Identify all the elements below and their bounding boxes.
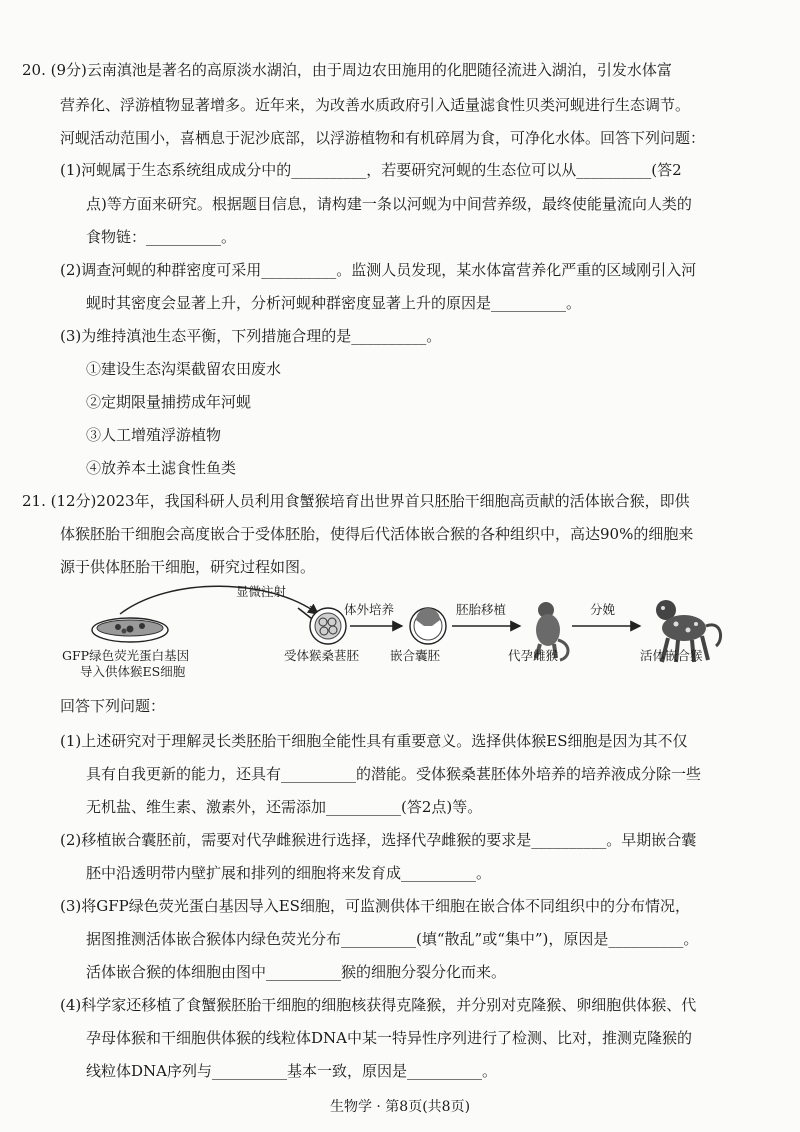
label-birth: 分娩 [590, 602, 616, 617]
q21-line-1: 21. (12分)2023年，我国科研人员利用食蟹猴培育出世界首只胚胎干细胞高贡献的活体嵌合猴，即供 [22, 492, 690, 510]
caption-blastocyst: 嵌合囊胚 [390, 648, 441, 663]
q20-line-9: (3)为维持滇池生态平衡，下列措施合理的是__________。 [60, 327, 442, 345]
q21-part4-line1: (4)科学家还移植了食蟹猴胚胎干细胞的细胞核获得克隆猴，并分别对克隆猴、卵细胞供体猴、代 [60, 996, 697, 1014]
caption-surrogate: 代孕雌猴 [508, 648, 559, 663]
caption-es-cells-line1: GFP绿色荧光蛋白基因 [62, 648, 190, 663]
q20-option-3: ③人工增殖浮游植物 [86, 426, 222, 444]
q21-line-2: 体猴胚胎干细胞会高度嵌合于受体胚胎，使得后代活体嵌合猴的各种组织中，高达90%的细胞来 [60, 525, 694, 543]
morula-icon [310, 608, 346, 644]
blastocyst-icon [410, 608, 446, 644]
caption-chimera: 活体嵌合猴 [640, 648, 703, 663]
q21-part1-line3: 无机盐、维生素、激素外，还需添加__________(答2点)等。 [86, 798, 483, 816]
q20-line-7: (2)调查河蚬的种群密度可采用__________。监测人员发现，某水体富营养化严重的区域刚引入河 [60, 261, 697, 279]
caption-morula: 受体猴桑葚胚 [284, 648, 360, 663]
q20-line-5: 点)等方面来研究。根据题目信息，请构建一条以河蚬为中间营养级，最终使能量流向人类的 [86, 195, 692, 213]
q20-option-2: ②定期限量捕捞成年河蚬 [86, 393, 252, 411]
es-cell-dish-icon [92, 618, 168, 642]
q21-part3-line3: 活体嵌合猴的体细胞由图中__________猴的细胞分裂分化而来。 [86, 963, 507, 981]
injection-arrow [120, 586, 318, 614]
q21-line-3: 源于供体胚胎干细胞，研究过程如图。 [60, 558, 316, 576]
q21-part3-line1: (3)将GFP绿色荧光蛋白基因导入ES细胞，可监测供体干细胞在嵌合体不同组织中的分布情况， [60, 897, 690, 915]
caption-es-cells-line2: 导入供体猴ES细胞 [80, 664, 186, 679]
q20-line-4: (1)河蚬属于生态系统组成成分中的__________，若要研究河蚬的生态位可以从__________(答2 [60, 161, 682, 179]
label-microinjection: 显微注射 [236, 584, 287, 599]
label-in-vitro-culture: 体外培养 [344, 602, 395, 617]
q21-part4-line3: 线粒体DNA序列与__________基本一致，原因是__________。 [86, 1062, 497, 1080]
q21-part3-line2: 据图推测活体嵌合猴体内绿色荧光分布__________(填“散乱”或“集中”)，原因是__________。 [86, 930, 699, 948]
q20-line-1: 20. (9分)云南滇池是著名的高原淡水湖泊，由于周边农田施用的化肥随径流进入湖泊，引发水体富 [22, 61, 672, 79]
q20-option-1: ①建设生态沟渠截留农田废水 [86, 360, 282, 378]
q21-part1-line1: (1)上述研究对于理解灵长类胚胎干细胞全能性具有重要意义。选择供体猴ES细胞是因为其不仅 [60, 732, 688, 750]
q21-part4-line2: 孕母体猴和干细胞供体猴的线粒体DNA中某一特异性序列进行了检测、比对，推测克隆猴的 [86, 1029, 692, 1047]
q20-option-4: ④放养本土滤食性鱼类 [86, 459, 237, 477]
q20-line-8: 蚬时其密度会显著上升，分析河蚬种群密度显著上升的原因是__________。 [86, 294, 582, 312]
q21-part2-line2: 胚中沿透明带内壁扩展和排列的细胞将来发育成__________。 [86, 864, 492, 882]
q20-line-6: 食物链：__________。 [86, 228, 237, 246]
q21-part1-line2: 具有自我更新的能力，还具有__________的潜能。受体猴桑葚胚体外培养的培养液成分除一些 [86, 765, 702, 783]
page-footer: 生物学 · 第8页(共8页) [329, 1099, 471, 1115]
research-process-diagram [60, 582, 780, 686]
q20-line-3: 河蚬活动范围小，喜栖息于泥沙底部，以浮游植物和有机碎屑为食，可净化水体。回答下列问题： [60, 129, 706, 147]
q20-line-2: 营养化、浮游植物显著增多。近年来，为改善水质政府引入适量滤食性贝类河蚬进行生态调节。 [60, 96, 691, 114]
q21-part2-line1: (2)移植嵌合囊胚前，需要对代孕雌猴进行选择，选择代孕雌猴的要求是__________。早期嵌合囊 [60, 831, 697, 849]
q21-prompt: 回答下列问题： [60, 697, 166, 715]
label-embryo-transfer: 胚胎移植 [456, 602, 507, 617]
